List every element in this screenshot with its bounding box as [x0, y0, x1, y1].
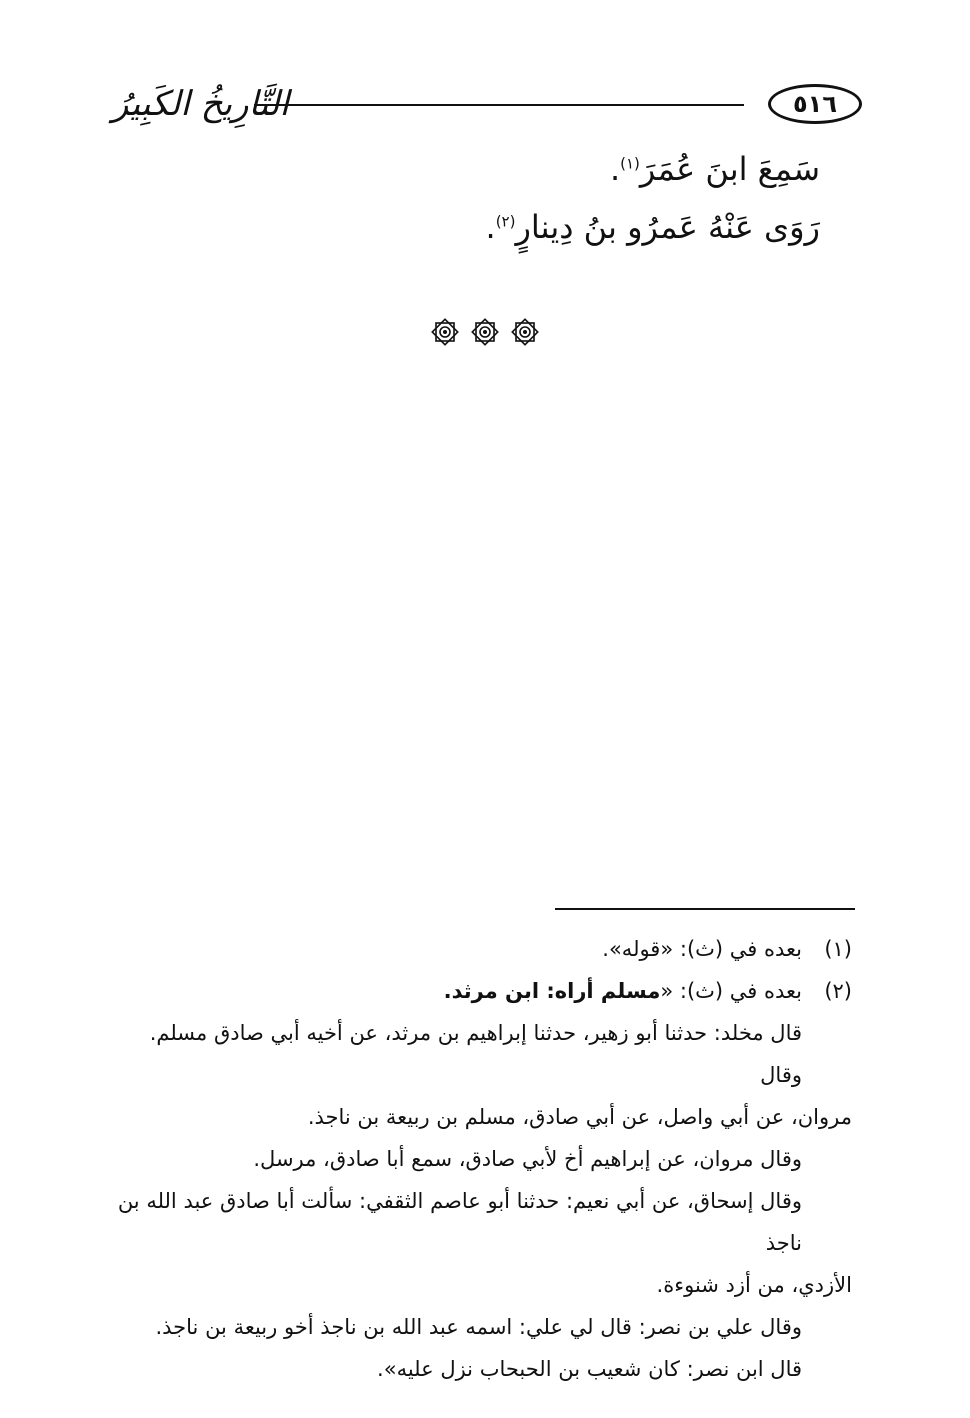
footnote-lead: بعده في (ث): «: [660, 979, 802, 1003]
footnote-2-line: قال مخلد: حدثنا أبو زهير، حدثنا إبراهيم بن مرثد، عن أخيه أبي صادق مسلم. وقال: [149, 1021, 802, 1087]
footnote-2-line: وقال إسحاق، عن أبي نعيم: حدثنا أبو عاصم الثقفي: سألت أبا صادق عبد الله بن ناجذ: [117, 1189, 802, 1255]
footnote-2: [112, 970, 852, 1012]
footnote-rule: [555, 908, 855, 910]
footnote-number: (٢): [824, 979, 852, 1003]
footnote-1: [112, 928, 852, 970]
octagram-flower-icon: [430, 317, 460, 347]
text-line-1-end: .: [609, 150, 621, 188]
section-ornaments: [430, 312, 540, 352]
footnote-ref-1[interactable]: (١): [620, 154, 640, 173]
footnote-2-line: وقال مروان، عن إبراهيم أخ لأبي صادق، سمع أبا صادق، مرسل.: [253, 1147, 802, 1171]
main-text: [160, 140, 820, 256]
footnote-2-line: مروان، عن أبي واصل، عن أبي صادق، مسلم بن ربيعة بن ناجذ.: [307, 1105, 852, 1129]
octagram-flower-icon: [510, 317, 540, 347]
text-line-2-body: رَوَى عَنْهُ عَمرُو بنُ دِينارٍ: [515, 208, 820, 246]
text-line-1: [160, 140, 820, 198]
footnote-lead-bold: مسلم أراه: ابن مرثد.: [443, 979, 661, 1003]
octagram-flower-icon: [470, 317, 500, 347]
footnote-2-line: الأزدي، من أزد شنوءة.: [656, 1273, 852, 1297]
footnote-text: بعده في (ث): «قوله».: [602, 937, 802, 961]
footnote-2-line: وقال علي بن نصر: قال لي علي: اسمه عبد الله بن ناجذ أخو ربيعة بن ناجذ.: [155, 1315, 802, 1339]
footnote-number: (١): [824, 937, 852, 961]
running-title: التَّارِيخُ الكَبِيرُ: [112, 84, 289, 124]
text-line-1-body: سَمِعَ ابنَ عُمَرَ: [639, 150, 820, 188]
page-header: [112, 76, 862, 136]
footnote-ref-2[interactable]: (٢): [495, 212, 516, 231]
footnotes: [112, 928, 852, 1390]
text-line-2: [160, 198, 820, 256]
header-rule: [254, 104, 744, 106]
footnote-2-line: قال ابن نصر: كان شعيب بن الحبحاب نزل عليه».: [377, 1357, 802, 1381]
page-number: ٥١٦: [768, 84, 862, 124]
text-line-2-end: .: [485, 208, 496, 246]
